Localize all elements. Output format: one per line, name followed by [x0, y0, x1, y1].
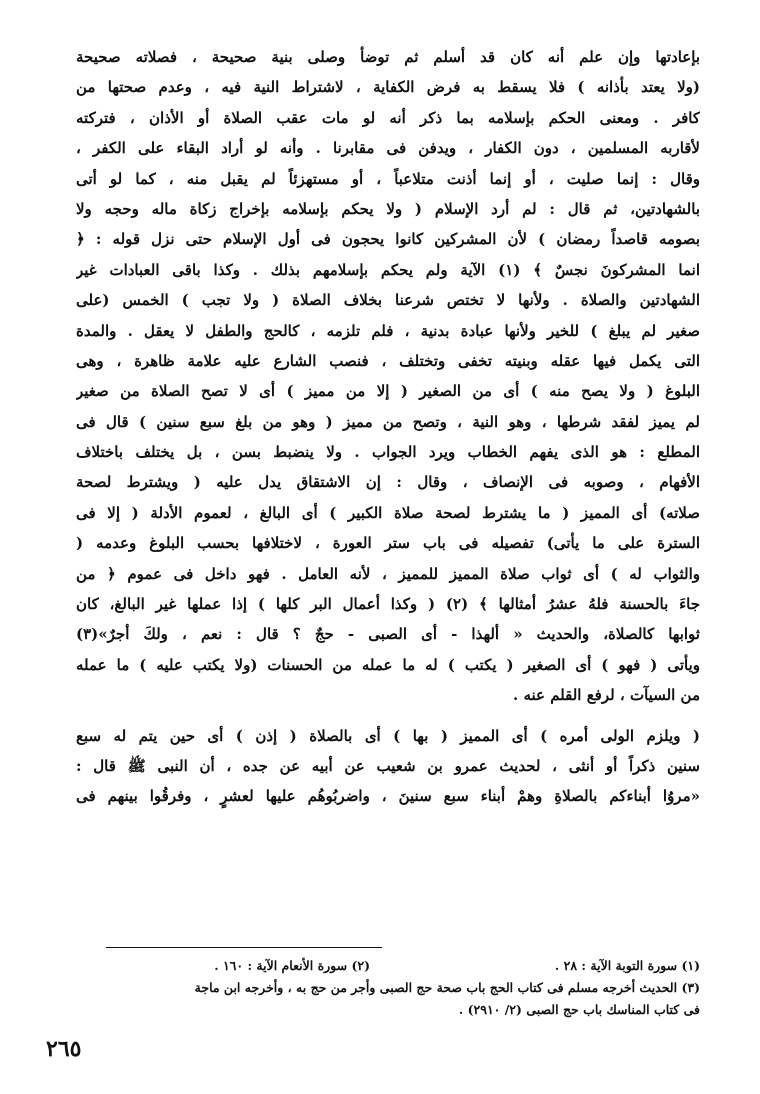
text-line: وقال : إنما صليت ، أو إنما أذنت متلاعباً ، أو مستهزئاً لم يقبل منه ، كما لو أتى [76, 169, 700, 188]
footnote-divider [106, 947, 382, 948]
text-line: صغير لم يبلغ ) للخير ولأنها عبادة بدنية ، فلم تلزمه ، كالحج والطفل لا يعقل . والمدة [76, 321, 700, 340]
text-line: والثواب له ) أى ثواب صلاة المميز للمميز ، لأنه العامل . فهو داخل فى عموم ﴿ من [76, 564, 700, 583]
main-text [76, 42, 700, 812]
paragraph-gap [76, 711, 700, 721]
text-line: السترة على ما يأتى) تفصيله فى باب ستر العورة ، لاختلافها بحسب البلوغ وعدمه ( [76, 534, 700, 553]
text-line: صلاته) أى المميز ( ما يشترط لصحة صلاة الكبير ) أى البالغ ، لعموم الأدلة ( إلا فى [76, 503, 700, 522]
text-line: (ولا يعتد بأذانه ) فلا يسقط به فرض الكفاية ، لاشتراط النية فيه ، وعدم صحتها من [76, 78, 700, 97]
text-line: بإعادتها وإن علم أنه كان قد أسلم ثم توضأ وصلى بنية صحيحة ، فصلاته صحيحة [76, 48, 700, 66]
footnote-3-continued: فى كتاب المناسك باب حج الصبى (٢/ ٢٩١٠) . [458, 1002, 700, 1017]
text-line: ويأتى ( فهو ) أى الصغير ( يكتب ) له ما عمله من الحسنات (ولا يكتب عليه ) ما عمله [76, 655, 700, 674]
footnote-3: (٣) الحديث أخرجه مسلم فى كتاب الحج باب صحة حج الصبى وأجر من حج به ، وأخرجه ابن ماجة [194, 980, 700, 995]
text-line: كافر . ومعنى الحكم بإسلامه بما ذكر أنه لو مات عقب الصلاة أو الأذان ، فتركته [76, 108, 700, 127]
text-line: سنين ذكراً أو أنثى ، لحديث عمرو بن شعيب عن أبيه عن جده ، أن النبى ﷺ قال : [76, 756, 700, 775]
text-line: البلوغ ( ولا يصح منه ) أى من الصغير ( إلا من مميز ) أى لا تصح الصلاة من صغير [76, 382, 700, 401]
text-line: ثوابها كالصلاة، والحديث « ألهذا - أى الصبى - حجٌ ؟ قال : نعم ، ولكَ أجرٌ»(٣) [76, 625, 700, 644]
text-line: المطلع : هو الذى يفهم الخطاب ويرد الجواب . ولا ينضبط بسن ، بل يختلف باختلاف [76, 443, 700, 462]
text-line: جاءَ بالحسنة فلهُ عشرُ أمثالها ﴾ (٢) ( وكذا أعمال البر كلها ) إذا عملها غير البالغ، كان [76, 595, 700, 614]
text-line: ( ويلزم الولى أمره ) أى المميز ( بها ) أى بالصلاة ( إذن ) أى حين يتم له سبع [76, 726, 700, 745]
text-line: «مروُا أبناءكم بالصلاةِ وهمْ أبناء سبع سنينَ ، واضربُوهُم عليها لعشرٍ ، وفرقُوا بينهم فى [76, 787, 700, 806]
text-line: من السيآت ، لرفع القلم عنه . [513, 686, 700, 705]
text-line: لأقاربه المسلمين ، دون الكفار ، ويدفن فى مقابرنا . وأنه لو أراد البقاء على الكفر ، [76, 139, 700, 158]
text-line: بالشهادتين، ثم قال : لم أرد الإسلام ( ولا يحكم بإسلامه بإخراج زكاة ماله وحجه ولا [76, 199, 700, 218]
footnote-1: (١) سورة التوبة الآية : ٢٨ . [554, 958, 700, 973]
text-line: التى يكمل فيها عقله وبنيته تخفى وتختلف ، فنصب الشارع عليه علامة ظاهرة ، وهى [76, 351, 700, 370]
text-line: لم يميز لفقد شرطها ، وهو النية ، وتصح من مميز ( وهو من بلغ سبع سنين ) قال فى [76, 412, 700, 431]
text-line: الشهادتين والصلاة . ولأنها لا تختص شرعنا بخلاف الصلاة ( ولا تجب ) الخمس (على [76, 291, 700, 310]
text-line: بصومه قاصداً رمضان ) لأن المشركين كانوا يحجون فى أول الإسلام حتى نزل قوله : ﴿ [76, 230, 700, 249]
footnotes [76, 955, 700, 1021]
text-line: الأفهام ، وصوبه فى الإنصاف ، وقال : إن الاشتقاق يدل عليه ( ويشترط لصحة [76, 473, 700, 492]
footnote-row [76, 955, 700, 977]
footnote-2: (٢) سورة الأنعام الآية : ١٦٠ . [214, 958, 370, 973]
page-number: ٢٦٥ [46, 1036, 82, 1062]
text-line: انما المشركونَ نجسٌ ﴾ (١) الآية ولم يحكم بإسلامهم بذلك . وكذا باقى العبادات غير [76, 260, 700, 279]
